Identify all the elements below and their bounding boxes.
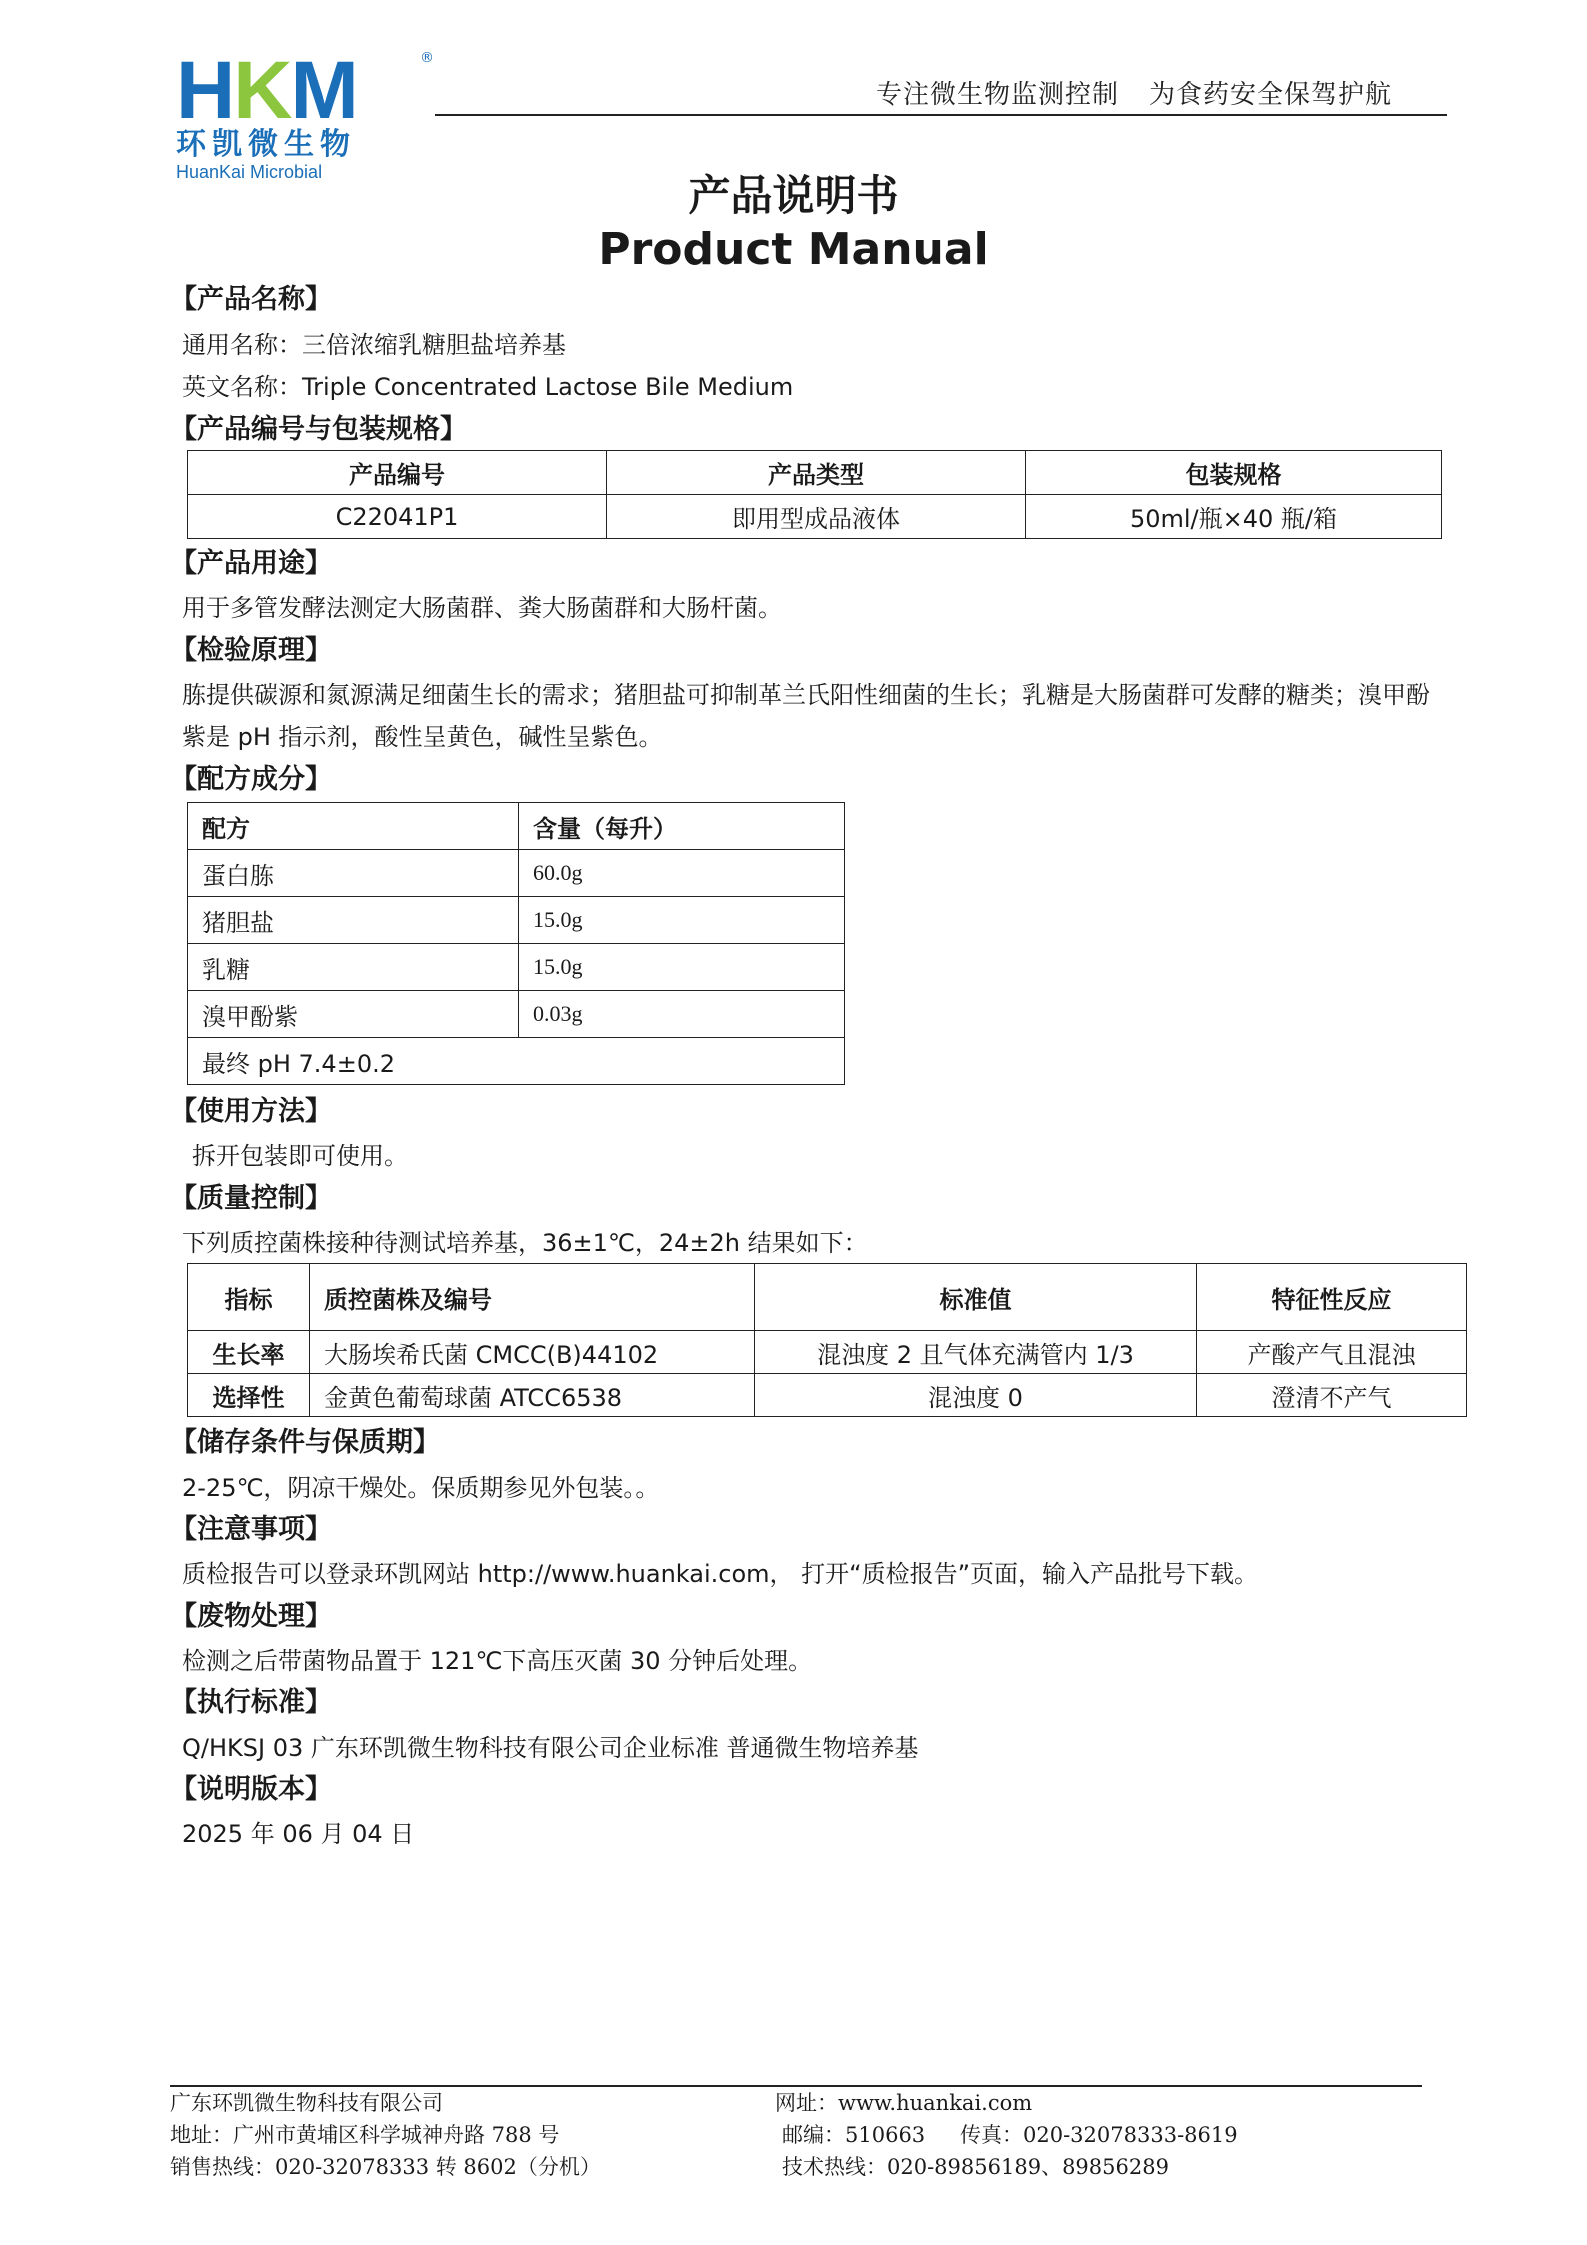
qc-indicator: 生长率 xyxy=(188,1331,310,1374)
section-heading-usage: 【产品用途】 xyxy=(170,548,332,579)
slogan-part-2: 为食药安全保驾护航 xyxy=(1149,80,1393,110)
table-row xyxy=(188,850,845,897)
table-header-cell: 产品类型 xyxy=(607,451,1026,495)
qc-standard: 混浊度 2 且气体充满管内 1/3 xyxy=(755,1331,1197,1374)
qc-table xyxy=(187,1263,1467,1417)
qc-strain: 大肠埃希氏菌 CMCC(B)44102 xyxy=(310,1331,755,1374)
table-row xyxy=(188,1374,1467,1417)
footer-website: 网址：www.huankai.com xyxy=(775,2091,1033,2115)
slogan-part-1: 专注微生物监测控制 xyxy=(876,80,1120,110)
ingredient-name: 蛋白胨 xyxy=(188,850,519,897)
ingredient-name: 乳糖 xyxy=(188,944,519,991)
section-heading-waste: 【废物处理】 xyxy=(170,1601,332,1632)
footer-address: 地址：广州市黄埔区科学城神舟路 788 号 xyxy=(170,2123,560,2147)
usage-text: 用于多管发酵法测定大肠菌群、粪大肠菌群和大肠杆菌。 xyxy=(182,594,782,622)
storage-text: 2-25℃，阴凉干燥处。保质期参见外包装。。 xyxy=(182,1474,660,1502)
formula-table xyxy=(187,802,845,1085)
qc-indicator: 选择性 xyxy=(188,1374,310,1417)
table-header-cell: 产品编号 xyxy=(188,451,607,495)
table-header-cell: 指标 xyxy=(188,1264,310,1331)
section-heading-notes: 【注意事项】 xyxy=(170,1514,332,1545)
ingredient-amount: 15.0g xyxy=(519,897,845,944)
standard-text: Q/HKSJ 03 广东环凯微生物科技有限公司企业标准 普通微生物培养基 xyxy=(182,1734,919,1762)
header-divider xyxy=(435,114,1447,116)
footer-company: 广东环凯微生物科技有限公司 xyxy=(170,2091,443,2115)
principle-line-1: 胨提供碳源和氮源满足细菌生长的需求；猪胆盐可抑制革兰氏阳性细菌的生长；乳糖是大肠菌群可发酵的糖类；溴甲酚 xyxy=(182,681,1430,709)
english-name: 英文名称：Triple Concentrated Lactose Bile Medium xyxy=(182,373,794,401)
table-row xyxy=(188,991,845,1038)
company-logo xyxy=(176,45,436,182)
table-row xyxy=(188,1038,845,1085)
qc-reaction: 澄清不产气 xyxy=(1197,1374,1467,1417)
table-row xyxy=(188,897,845,944)
header-slogan xyxy=(876,74,1392,111)
section-heading-method: 【使用方法】 xyxy=(170,1096,332,1127)
method-text: 拆开包装即可使用。 xyxy=(192,1142,408,1170)
ingredient-name: 猪胆盐 xyxy=(188,897,519,944)
notes-text: 质检报告可以登录环凯网站 http://www.huankai.com， 打开“质检报告”页面，输入产品批号下载。 xyxy=(182,1560,1259,1588)
table-header-row xyxy=(188,451,1442,495)
page-title-chinese: 产品说明书 xyxy=(688,171,899,220)
section-heading-storage: 【储存条件与保质期】 xyxy=(170,1427,440,1458)
table-header-cell: 含量（每升） xyxy=(519,803,845,850)
section-heading-formula: 【配方成分】 xyxy=(170,764,332,795)
footer-tech-hotline: 技术热线：020-89856189、89856289 xyxy=(782,2155,1169,2179)
logo-chinese-name: 环凯微生物 xyxy=(176,127,356,162)
waste-text: 检测之后带菌物品置于 121℃下高压灭菌 30 分钟后处理。 xyxy=(182,1647,813,1675)
section-heading-name: 【产品名称】 xyxy=(170,284,332,315)
table-header-cell: 特征性反应 xyxy=(1197,1264,1467,1331)
logo-english-name: HuanKai Microbial xyxy=(176,162,323,182)
section-heading-version: 【说明版本】 xyxy=(170,1774,332,1805)
table-header-cell: 质控菌株及编号 xyxy=(310,1264,755,1331)
logo-mark: HKM xyxy=(176,45,357,136)
qc-intro: 下列质控菌株接种待测试培养基，36±1℃，24±2h 结果如下： xyxy=(182,1229,868,1257)
footer-fax: 传真：020-32078333-8619 xyxy=(960,2123,1238,2147)
ingredient-name: 溴甲酚紫 xyxy=(188,991,519,1038)
footer-postcode: 邮编：510663 xyxy=(782,2123,926,2147)
spec-table xyxy=(187,450,1442,539)
table-header-row xyxy=(188,803,845,850)
section-heading-principle: 【检验原理】 xyxy=(170,635,332,666)
table-row xyxy=(188,944,845,991)
footer-divider xyxy=(170,2085,1422,2087)
qc-reaction: 产酸产气且混浊 xyxy=(1197,1331,1467,1374)
section-heading-standard: 【执行标准】 xyxy=(170,1687,332,1718)
ingredient-amount: 60.0g xyxy=(519,850,845,897)
table-header-row xyxy=(188,1264,1467,1331)
registered-mark-icon: ® xyxy=(420,50,434,66)
common-name: 通用名称：三倍浓缩乳糖胆盐培养基 xyxy=(182,331,566,359)
table-header-cell: 配方 xyxy=(188,803,519,850)
qc-standard: 混浊度 0 xyxy=(755,1374,1197,1417)
section-heading-spec: 【产品编号与包装规格】 xyxy=(170,414,467,445)
page-title-english: Product Manual xyxy=(598,224,989,275)
table-header-cell: 标准值 xyxy=(755,1264,1197,1331)
ingredient-amount: 15.0g xyxy=(519,944,845,991)
package-spec: 50ml/瓶×40 瓶/箱 xyxy=(1026,495,1442,539)
section-heading-qc: 【质量控制】 xyxy=(170,1183,332,1214)
product-type: 即用型成品液体 xyxy=(607,495,1026,539)
qc-strain: 金黄色葡萄球菌 ATCC6538 xyxy=(310,1374,755,1417)
table-header-cell: 包装规格 xyxy=(1026,451,1442,495)
ingredient-amount: 0.03g xyxy=(519,991,845,1038)
table-row xyxy=(188,495,1442,539)
table-row xyxy=(188,1331,1467,1374)
principle-line-2: 紫是 pH 指示剂，酸性呈黄色，碱性呈紫色。 xyxy=(182,723,663,751)
footer-sales-hotline: 销售热线：020-32078333 转 8602（分机） xyxy=(170,2155,601,2179)
product-code: C22041P1 xyxy=(188,495,607,539)
version-date: 2025 年 06 月 04 日 xyxy=(182,1820,415,1848)
final-ph: 最终 pH 7.4±0.2 xyxy=(188,1038,845,1085)
